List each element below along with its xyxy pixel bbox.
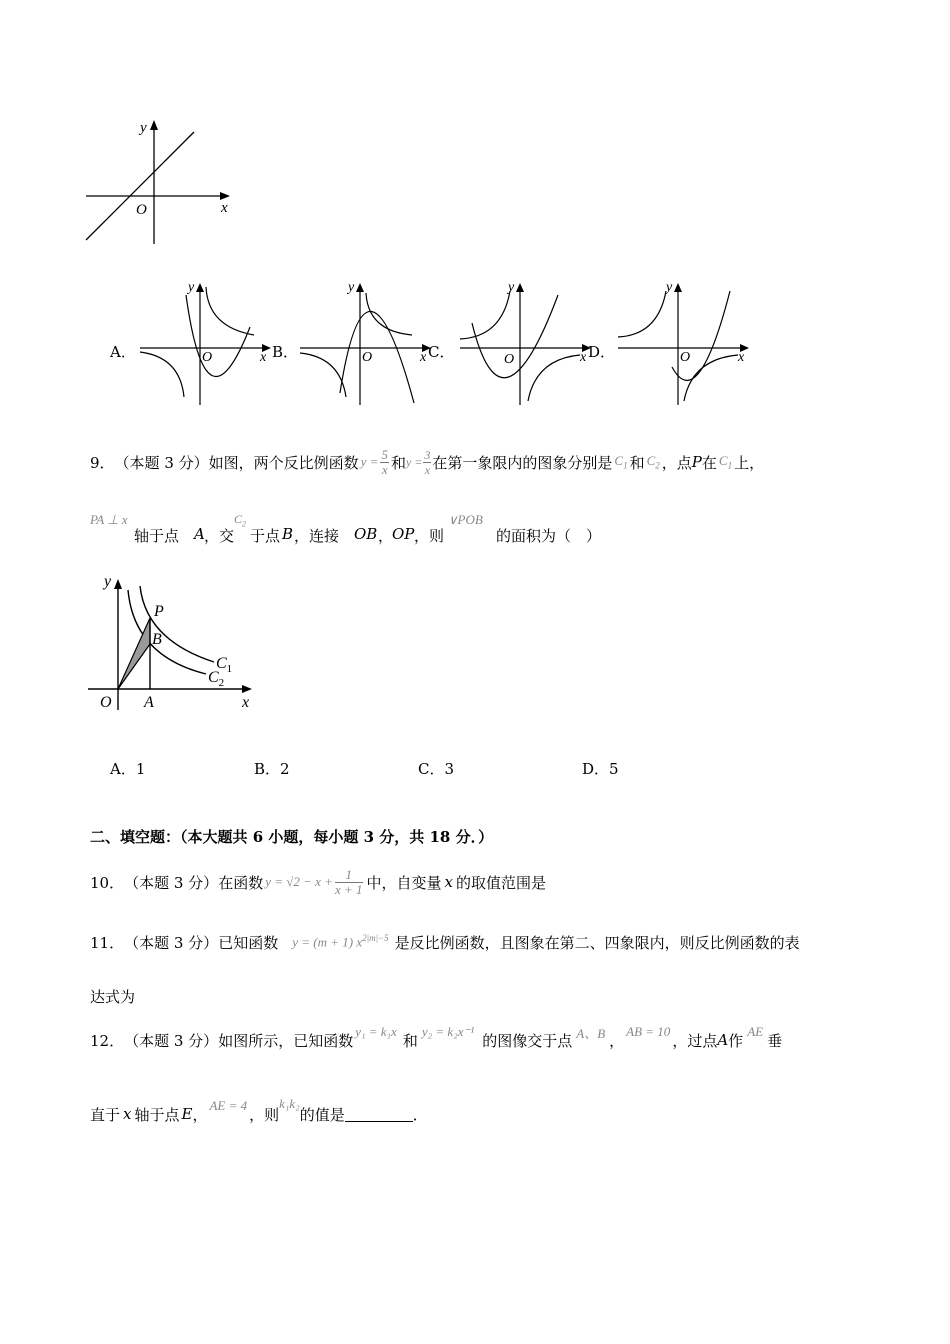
q9-text1: 如图，两个反比例函数 [208, 453, 359, 472]
q11-text2: 是反比例函数，且图象在第二、四象限内，则反比例函数的表 [394, 933, 800, 952]
q12-line2 [90, 1094, 428, 1134]
q9-choice-b[interactable]: B．2 [254, 760, 290, 778]
svg-text:x: x [260, 350, 267, 365]
option-a-hyperbola-q3 [140, 352, 184, 397]
q9-figure [84, 570, 274, 715]
svg-text:x: x [420, 350, 427, 365]
q12-line2-e: 的值是 [299, 1105, 345, 1124]
svg-text:A: A [144, 694, 154, 711]
q9-choice-d[interactable]: D．5 [582, 760, 619, 778]
option-d-graph [614, 275, 754, 407]
q12-number: 12． [90, 1031, 125, 1050]
svg-text:O: O [504, 352, 515, 367]
q12-line2-b: 轴于点 [134, 1105, 180, 1124]
q9-line2-e: ，则 [414, 527, 445, 545]
q12-answer-blank[interactable] [345, 1107, 413, 1122]
option-d-parabola [672, 291, 730, 380]
q12-points: A、B [576, 1025, 606, 1041]
q9-comma: ， [378, 527, 394, 545]
svg-text:O: O [100, 694, 112, 711]
q9-line2-a: 轴于点 [134, 527, 180, 545]
q12-and: 和 [402, 1031, 418, 1050]
label-y: y [140, 120, 147, 136]
q9-choice-a[interactable]: A．1 [110, 760, 146, 778]
q12-line2-d: ，则 [249, 1105, 280, 1124]
q9-point-p: P [691, 453, 702, 471]
q9-text5: 上， [734, 453, 765, 472]
q12-ae-val: AE = 4 [209, 1098, 248, 1113]
q10-meta: （本题 3 分） [124, 873, 219, 892]
q9-text3: ，点 [661, 453, 692, 472]
top-line-graph [80, 112, 240, 252]
label-origin: O [136, 202, 147, 218]
option-c-hyperbola-q4 [528, 355, 580, 401]
q10-line [90, 862, 546, 902]
q12-line1 [90, 1020, 782, 1060]
svg-text:C2: $C_2$ [208, 669, 225, 689]
q9-op: OP [392, 525, 415, 543]
x-arrow [220, 192, 230, 200]
svg-text:x: x [580, 350, 587, 365]
q11-text3: 达式为 [90, 988, 136, 1006]
option-a-hyperbola-q1 [206, 287, 254, 335]
svg-text:B: B [152, 631, 162, 648]
linear-function-line [86, 132, 194, 240]
q9-line1 [90, 442, 764, 482]
svg-text:P: P [154, 603, 164, 620]
svg-text:x: x [738, 350, 745, 365]
svg-text:x: x [242, 694, 250, 711]
option-c-graph [456, 275, 596, 407]
svg-text:y: y [188, 280, 195, 295]
option-c-parabola [472, 295, 558, 378]
option-d-letter: D． [588, 343, 616, 361]
q9-f1-fraction: $\frac{5}{x}$ [381, 446, 388, 477]
q9-pa-perp-x: PA ⊥ x [90, 512, 128, 527]
q9-c1b: $C_1$ [718, 453, 733, 471]
q9-ob: OB [354, 525, 378, 543]
svg-text:C1: $C_1$ [216, 655, 233, 675]
q12-f1: y₁ = k₁x [355, 1024, 397, 1039]
option-b-hyperbola-q3 [300, 353, 346, 397]
q12-point-e: E [181, 1105, 193, 1123]
q9-point-a: A [194, 525, 205, 543]
svg-text:y: y [666, 280, 673, 295]
q12-line2-f: ． [412, 1105, 428, 1124]
option-d-hyperbola-q4 [684, 355, 738, 401]
q10-text1: 在函数 [218, 873, 264, 892]
q9-meta: （本题 3 分） [114, 453, 209, 472]
option-graphs-row [0, 275, 950, 415]
q9-triangle-pob: ∨POB [448, 512, 483, 527]
svg-text:y: y [104, 573, 112, 590]
q10-number: 10． [90, 873, 125, 892]
q11-formula: y = (m + 1) $x^{2|m|-5}$ [292, 933, 389, 950]
q12-f2: y₂ = k₂x⁻¹ [421, 1024, 475, 1039]
q12-ab: AB = 10 [626, 1024, 671, 1039]
q12-text1: 如图所示，已知函数 [218, 1031, 354, 1050]
q9-line2-b: ，交 [204, 527, 235, 545]
q12-line2-c: ， [192, 1105, 208, 1124]
option-c-hyperbola-q2 [460, 291, 510, 339]
option-d-hyperbola-q2 [618, 291, 666, 337]
q10-var: x [444, 873, 453, 891]
q12-text2: 的图像交于点 [482, 1031, 573, 1050]
svg-text:y: y [508, 280, 515, 295]
label-x: x [221, 200, 228, 216]
svg-text:y: y [348, 280, 355, 295]
q9-point-b: B [282, 525, 294, 543]
q9-curve-c2 [128, 590, 206, 674]
q12-k1k2: k₁k₂ [279, 1096, 300, 1111]
q11-meta: （本题 3 分） [124, 933, 219, 952]
svg-text:O: O [202, 350, 213, 365]
option-a-parabola [186, 295, 250, 376]
svg-text:O: O [362, 350, 373, 365]
q9-choice-c[interactable]: C．3 [418, 760, 455, 778]
q9-text2: 在第一象限内的图象分别是 [432, 453, 613, 472]
q12-ae: AE [747, 1024, 764, 1039]
option-b-hyperbola-q1 [366, 293, 412, 335]
q9-curve-c1 [140, 586, 214, 662]
q11-text1: 已知函数 [218, 933, 279, 952]
q9-and2: 和 [629, 453, 645, 472]
q11-number: 11． [90, 933, 125, 952]
q10-text2: 中，自变量 [366, 873, 442, 892]
option-b-letter: B． [272, 343, 299, 361]
svg-text:O: O [680, 350, 691, 365]
q9-and1: 和 [390, 453, 406, 472]
q9-f2-lhs: y = [405, 454, 423, 469]
q9-f1-lhs: y = [360, 454, 379, 469]
q10-text3: 的取值范围是 [455, 873, 546, 892]
q12-line2-a: 直于 [90, 1105, 121, 1124]
q9-c2b: $C_2$ [234, 512, 247, 529]
q12-x: x [123, 1105, 132, 1123]
option-a-letter: A． [110, 343, 136, 361]
q10-formula: y = √2 − x + [265, 874, 333, 889]
q9-line2-f: 的面积为（ ） [496, 527, 602, 545]
q12-meta: （本题 3 分） [124, 1031, 219, 1050]
q9-c2: $C_2$ [646, 453, 660, 471]
y-arrow [150, 120, 158, 130]
option-c-letter: C． [428, 343, 455, 361]
option-a-graph [136, 275, 276, 407]
q11-line1 [90, 922, 800, 962]
q9-f2-fraction: $\frac{3}{x}$ [424, 447, 431, 477]
section2-title: 二、填空题：（本大题共 6 小题，每小题 3 分，共 18 分．） [90, 828, 494, 846]
q9-shaded-triangle-pob [118, 618, 150, 689]
q12-point-a: A [717, 1031, 729, 1049]
q9-number: 9． [90, 453, 115, 472]
q9-text4: 在 [701, 453, 717, 472]
q9-line2-c: 于点 [250, 527, 281, 545]
q9-c1: $C_1$ [614, 453, 628, 471]
option-b-parabola [340, 311, 414, 403]
q12-text3: ，过点 [672, 1031, 718, 1050]
q10-fraction: $\frac{1}{x + 1}$ [334, 866, 363, 897]
option-b-graph [296, 275, 436, 407]
q12-comma: ， [609, 1031, 625, 1050]
q12-text5: 垂 [767, 1031, 783, 1050]
q9-line2-d: ，连接 [294, 527, 340, 545]
q12-text4: 作 [728, 1031, 744, 1050]
